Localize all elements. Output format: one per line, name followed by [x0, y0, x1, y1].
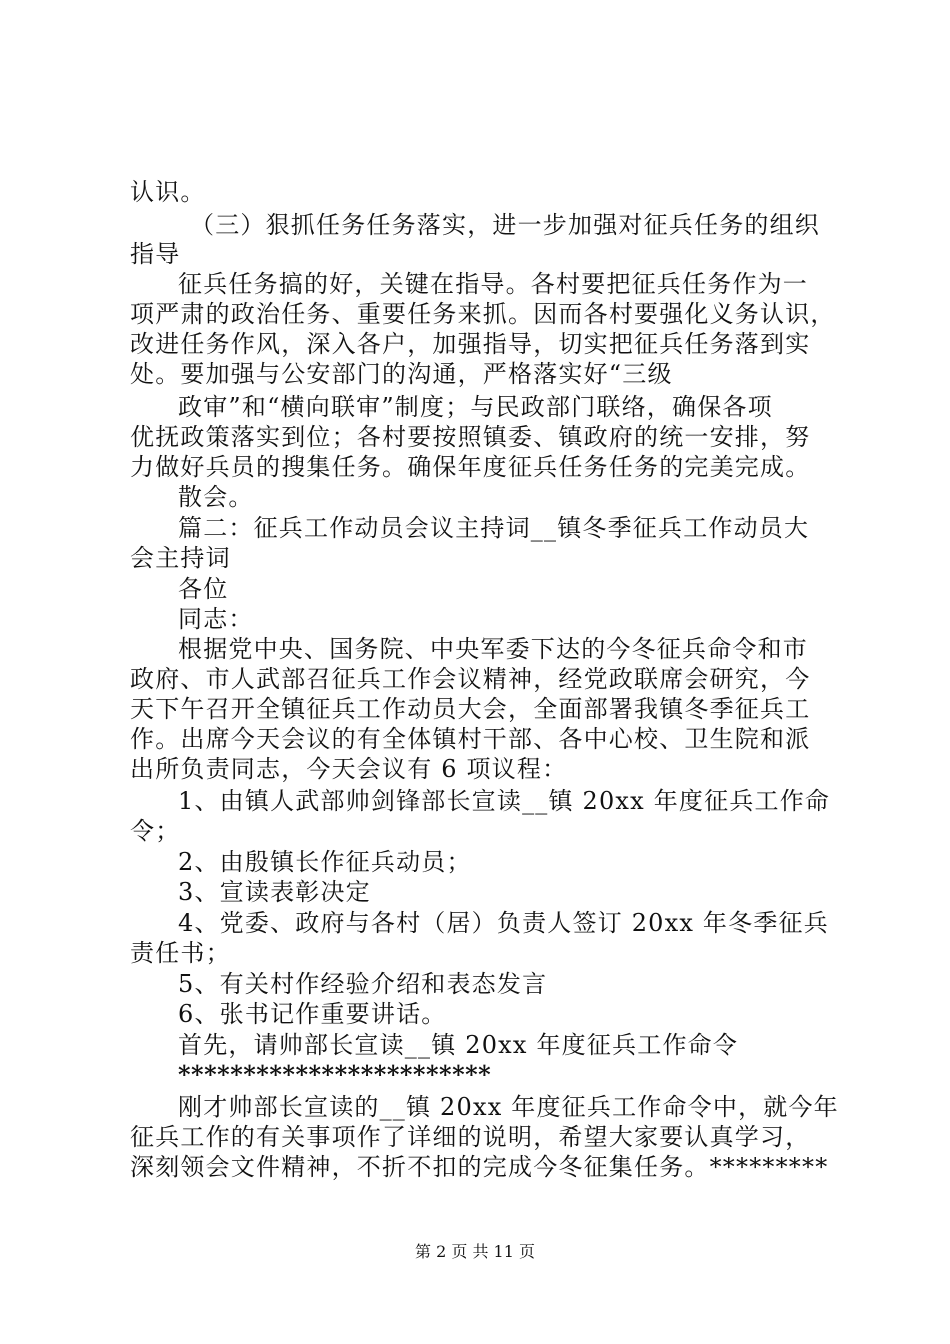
text-line: 出所负责同志，今天会议有 6 项议程：: [130, 755, 568, 783]
agenda-item: 3、宣读表彰决定: [178, 878, 371, 906]
text-line: 首先，请帅部长宣读__镇 20xx 年度征兵工作命令: [178, 1031, 739, 1059]
agenda-item: 2、由殷镇长作征兵动员；: [178, 848, 472, 876]
section-title-line: 会主持词: [130, 544, 231, 572]
text-line: 作。出席今天会议的有全体镇村干部、各中心校、卫生院和派: [130, 725, 811, 753]
text-line: 优抚政策落实到位；各村要按照镇委、镇政府的统一安排，努: [130, 423, 811, 451]
text-line: 政审”和“横向联审”制度；与民政部门联络，确保各项: [178, 393, 773, 421]
text-line: 各位: [178, 575, 229, 603]
text-line: 改进任务作风，深入各户，加强指导，切实把征兵任务落到实: [130, 330, 811, 358]
page-indicator: 第 2 页 共 11 页: [415, 1242, 535, 1261]
separator-line: ************************: [178, 1060, 492, 1089]
section-heading-line: （三）狠抓任务任务落实，进一步加强对征兵任务的组织: [190, 211, 820, 239]
section-heading-line: 指导: [130, 240, 181, 268]
text-line: 征兵工作的有关事项作了详细的说明，希望大家要认真学习，: [130, 1123, 811, 1151]
agenda-item: 责任书；: [130, 939, 231, 967]
text-line: 散会。: [178, 483, 254, 511]
text-line: 力做好兵员的搜集任务。确保年度征兵任务任务的完美完成。: [130, 453, 811, 481]
text-line: 深刻领会文件精神，不折不扣的完成今冬征集任务。*********: [130, 1153, 829, 1181]
section-title-line: 篇二：征兵工作动员会议主持词__镇冬季征兵工作动员大: [178, 514, 810, 542]
agenda-item: 4、党委、政府与各村（居）负责人签订 20xx 年冬季征兵: [178, 909, 829, 937]
text-line: 同志：: [178, 605, 254, 633]
agenda-item: 令；: [130, 817, 181, 845]
agenda-item: 5、有关村作经验介绍和表态发言: [178, 970, 548, 998]
text-line: 认识。: [130, 178, 206, 206]
text-line: 天下午召开全镇征兵工作动员大会，全面部署我镇冬季征兵工: [130, 695, 811, 723]
text-line: 根据党中央、国务院、中央军委下达的今冬征兵命令和市: [178, 635, 808, 663]
text-line: 刚才帅部长宣读的__镇 20xx 年度征兵工作命令中，就今年: [178, 1093, 839, 1121]
text-line: 政府、市人武部召征兵工作会议精神，经党政联席会研究，今: [130, 665, 811, 693]
text-line: 项严肃的政治任务、重要任务来抓。因而各村要强化义务认识，: [130, 300, 836, 328]
text-line: 处。要加强与公安部门的沟通，严格落实好“三级: [130, 360, 673, 388]
agenda-item: 1、由镇人武部帅剑锋部长宣读__镇 20xx 年度征兵工作命: [178, 787, 831, 815]
agenda-item: 6、张书记作重要讲话。: [178, 1000, 447, 1028]
text-line: 征兵任务搞的好，关键在指导。各村要把征兵任务作为一: [178, 270, 808, 298]
